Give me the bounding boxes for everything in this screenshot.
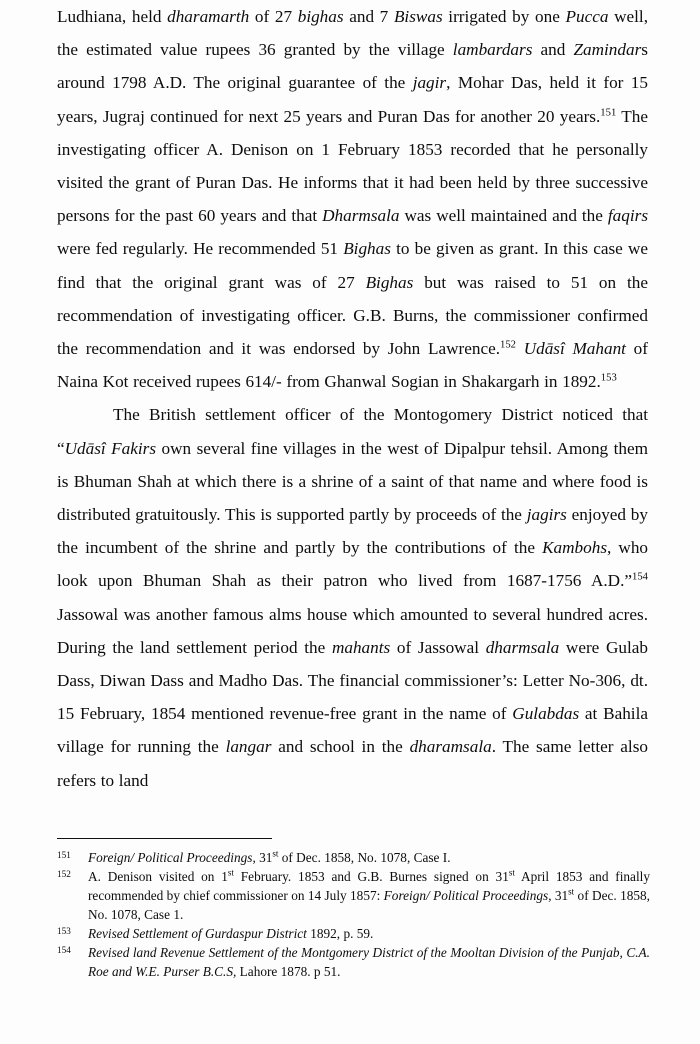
text-run: Jassowal was another famous alms house which amounted to several hundred acres. During the land settlement period the: [57, 604, 648, 657]
italic-term-bighas-2: Bighas: [343, 239, 391, 259]
text-run: but was raised to 51 on the recommendation of investigating officer. G.B. Burns, the commissioner confirmed the recommendation and it was endorsed by John Lawrence.: [57, 272, 648, 359]
footnotes-section: [57, 849, 650, 982]
italic-term-udasi-mahant: Udāsî Mahant: [523, 339, 626, 359]
ordinal-suffix: st: [508, 867, 515, 878]
paragraph-2: [57, 398, 648, 796]
text-run: , 31: [252, 850, 273, 865]
footnote-ref-153[interactable]: 153: [600, 372, 617, 384]
body-text-block: [57, 0, 648, 797]
text-run: . The same letter also refers to land: [57, 737, 648, 790]
text-run: was well maintained and the: [399, 206, 608, 226]
text-run: The British settlement officer of the Montogomery District noticed that “: [57, 405, 648, 458]
text-run: and 7: [343, 7, 394, 26]
text-run: well, the estimated value rupees 36 granted by the village: [57, 7, 648, 60]
ordinal-suffix: st: [227, 867, 234, 878]
text-run: February. 1853 and G.B. Burnes signed on 31: [233, 869, 509, 885]
italic-term-biswas: Biswas: [393, 7, 443, 26]
text-run: enjoyed by the incumbent of the shrine and partly by the contributions of the: [57, 505, 648, 558]
text-run: Lahore 1878. p 51.: [236, 963, 341, 979]
footnote-ref-151[interactable]: 151: [600, 106, 617, 118]
footnote-number-152: 152: [57, 869, 71, 880]
text-run: of Dec. 1858, No. 1078, Case I.: [278, 850, 451, 865]
italic-term-pucca: Pucca: [565, 7, 609, 26]
italic-term-udasi-fakirs: Udāsî Fakirs: [64, 438, 157, 458]
italic-term-dharamsala-3: dharamsala: [409, 737, 492, 757]
paragraph-1: [57, 0, 648, 398]
text-run: Ludhiana, held: [57, 7, 168, 26]
italic-term-zamindar: Zamindar: [573, 40, 642, 60]
footnote-number-151: 151: [57, 849, 71, 860]
footnote-152: [57, 868, 650, 924]
text-run: s around 1798 A.D. The original guarantee of the: [57, 40, 648, 93]
ordinal-suffix: st: [568, 886, 575, 897]
footnote-title-italic: Revised Settlement of Gurdaspur District: [88, 925, 307, 941]
text-run: April 1853 and finally recommended by chief commissioner on 14 July 1857:: [88, 869, 650, 903]
text-run: of Naina Kot received rupees 614/- from Ghanwal Sogian in Shakargarh in 1892.: [57, 339, 648, 392]
footnote-title-italic: Revised land Revenue Settlement of the Montgomery District of the Mooltan Division of the Punjab, C.A. Roe and W.E. Purser B.C.S,: [88, 945, 650, 979]
footnote-number-153: 153: [57, 925, 71, 936]
italic-term-kambohs: Kambohs: [542, 538, 608, 558]
text-run: and school in the: [271, 737, 410, 757]
footnote-ref-154[interactable]: 154: [632, 571, 648, 583]
italic-term-langar: langar: [225, 737, 272, 757]
text-run: [516, 339, 524, 358]
text-run: , 31: [548, 887, 569, 903]
italic-term-faqirs: faqirs: [607, 206, 649, 226]
footnote-151: [57, 849, 650, 868]
footnote-154: [57, 944, 650, 981]
italic-term-gulabdas: Gulabdas: [512, 704, 580, 724]
text-run: of Dec. 1858, No. 1078, Case 1.: [88, 887, 650, 922]
footnote-title-italic: Foreign/ Political Proceedings: [383, 887, 549, 903]
italic-term-dharamarth: dharamarth: [167, 7, 250, 26]
text-run: The investigating officer A. Denison on 1 February 1853 recorded that he personally visited the grant of Puran Das. He informs that it had been held by three successive persons for the past 60 years and that: [57, 106, 648, 226]
text-run: of 27: [249, 7, 298, 26]
text-run: were Gulab Dass, Diwan Dass and Madho Das. The financial commissioner’s: Letter No-306, dt. 15 February, 1854 mentioned revenue-free grant in the name of: [57, 637, 648, 724]
italic-term-dharmsala: Dharmsala: [322, 206, 400, 226]
text-run: , who look upon Bhuman Shah as their patron who lived from 1687-1756 A.D.”: [57, 538, 649, 591]
text-run: of Jassowal: [390, 637, 486, 657]
italic-term-bighas: bighas: [297, 7, 344, 26]
italic-term-mahants: mahants: [331, 637, 391, 657]
italic-term-lambardars: lambardars: [452, 40, 533, 60]
text-run: irrigated by one: [442, 7, 566, 26]
italic-term-jagirs: jagirs: [526, 505, 567, 525]
footnote-number-154: 154: [57, 944, 71, 955]
italic-term-dharmsala-2: dharmsala: [485, 637, 560, 657]
text-run: and: [532, 40, 574, 60]
text-run: 1892, p. 59.: [306, 925, 374, 941]
footnote-separator-rule: [57, 838, 272, 839]
text-run: were fed regularly. He recommended 51: [57, 239, 344, 259]
text-run: to be given as grant. In this case we find that the original grant was of 27: [57, 239, 648, 292]
text-run: A. Denison visited on 1: [88, 869, 228, 885]
ordinal-suffix: st: [272, 848, 279, 859]
italic-term-jagir: jagir: [412, 73, 447, 93]
footnote-ref-152[interactable]: 152: [500, 339, 516, 351]
footnote-title-italic: Foreign/ Political Proceedings: [88, 850, 253, 865]
text-run: at Bahila village for running the: [57, 704, 648, 757]
footnote-153: [57, 925, 650, 944]
text-run: own several fine villages in the west of Dipalpur tehsil. Among them is Bhuman Shah at which there is a shrine of a saint of that name and where food is distributed gratuitously. This is supported partly by proceeds of the: [57, 438, 648, 525]
italic-term-bighas-3: Bighas: [365, 272, 414, 292]
text-run: , Mohar Das, held it for 15 years, Jugraj continued for next 25 years and Puran Das for another 20 years.: [57, 73, 648, 126]
